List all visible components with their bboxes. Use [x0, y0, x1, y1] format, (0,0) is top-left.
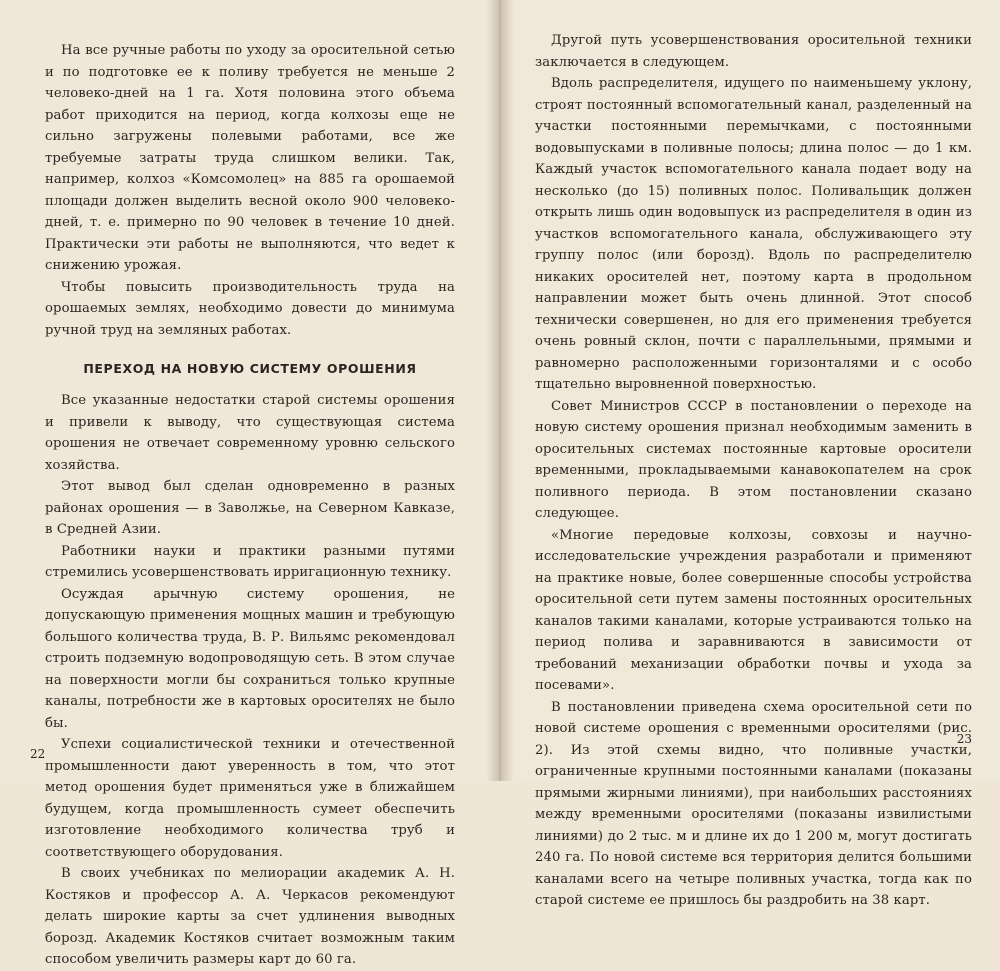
page-number: 23: [956, 732, 972, 746]
paragraph: В своих учебниках по мелиорации академик А. Н. Костяков и профессор А. А. Черкасов рекомендуют делать широкие карты за счет удлинения выводных борозд. Академик Костяков считает возможным таким способом увеличить размеры карт до 60 га.: [45, 866, 455, 967]
paragraph: Осуждая арычную систему орошения, не допускающую применения мощных машин и требующую большого количества труда, В. Р. Вильямс рекомендовал строить подземную водопроводящую сеть. В этом случае на поверхности могли бы сохраниться только крупные каналы, потребности же в картовых оросителях не было бы.: [45, 586, 455, 731]
paragraph: Чтобы повысить производительность труда на орошаемых землях, необходимо довести до минимума ручной труд на земляных работах.: [45, 279, 455, 338]
paragraph: Успехи социалистической техники и отечественной промышленности дают уверенность в том, что этот метод орошения будет применяться уже в ближайшем будущем, когда промышленность сумеет обеспечить изготовление необходимого количества труб и соответствующего оборудования.: [45, 737, 455, 860]
paragraph: Другой путь усовершенствования оросительной техники заключается в следующем.: [535, 33, 972, 70]
paragraph: «Многие передовые колхозы, совхозы и научно-исследовательские учреждения разработали и применяют на практике новые, более совершенные способы устройства оросительной сети путем замены постоянных оросительных каналов такими каналами, которые устраиваются только на период полива и заравниваются в зависимости от требований механизации обработки почвы и ухода за посевами».: [535, 527, 972, 693]
paragraph: Совет Министров СССР в постановлении о переходе на новую систему орошения признал необходимым заменить в оросительных системах постоянные картовые оросители временными, прокладываемыми канавокопателем на срок поливного периода. В этом постановлении сказано следующее.: [535, 398, 972, 521]
paragraph: Вдоль распределителя, идущего по наименьшему уклону, строят постоянный вспомогательный канал, разделенный на участки постоянными перемычками, с постоянными водовыпусками в поливные полосы; длина полос — до 1 км. Каждый участок вспомогательного канала подает воду на несколько (до 15) поливных полос. Поливальщик должен открыть лишь один водовыпуск из распределителя в один из участков вспомогательного канала, обслуживающего эту группу полос (или борозд). Вдоль по распределителю никаких оросителей нет, поэтому карта в продольном направлении может быть очень длинной. Этот способ технически совершенен, но для его применения требуется очень ровный склон, почти с параллельными, прямыми и равномерно расположенными горизонталями и с особо тщательно выровненной поверхностью.: [535, 76, 972, 392]
paragraph: Работники науки и практики разными путями стремились усовершенствовать ирригационную технику.: [45, 543, 455, 580]
paragraph: В постановлении приведена схема оросительной сети по новой системе орошения с временными оросителями (рис. 2). Из этой схемы видно, что поливные участки, ограниченные крупными постоянными каналами (показаны прямыми жирными линиями), при наибольших расстояниях между временными оросителями (показаны извилистыми линиями) до 2 тыс. м и длине их до 1 200 м, могут достигать 240 га. По новой системе вся территория делится большими каналами всего на четыре поливных участка, тогда как по старой системе ее пришлось бы раздробить на 38 карт.: [535, 699, 972, 908]
paragraph: Этот вывод был сделан одновременно в разных районах орошения — в Заволжье, на Северном Кавказе, в Средней Азии.: [45, 479, 455, 537]
page-number: 22: [30, 747, 46, 761]
paragraph: На все ручные работы по уходу за оросительной сетью и по подготовке ее к поливу требуется не меньше 2 человеко-дней на 1 га. Хотя половина этого объема работ приходится на период, когда колхозы еще не сильно загружены полевыми работами, все же требуемые затраты труда слишком велики. Так, например, колхоз «Комсомолец» на 885 га орошаемой площади должен выделить весной около 900 человеко-дней, т. е. примерно по 90 человек в течение 10 дней. Практически эти работы не выполняются, что ведет к снижению урожая.: [45, 43, 455, 273]
right-page: [500, 0, 1000, 908]
left-page: [0, 0, 500, 967]
section-heading: ПЕРЕХОД НА НОВУЮ СИСТЕМУ ОРОШЕНИЯ: [83, 361, 417, 376]
paragraph: Все указанные недостатки старой системы орошения и привели к выводу, что существующая система орошения не отвечает современному уровню сельского хозяйства.: [45, 393, 455, 473]
